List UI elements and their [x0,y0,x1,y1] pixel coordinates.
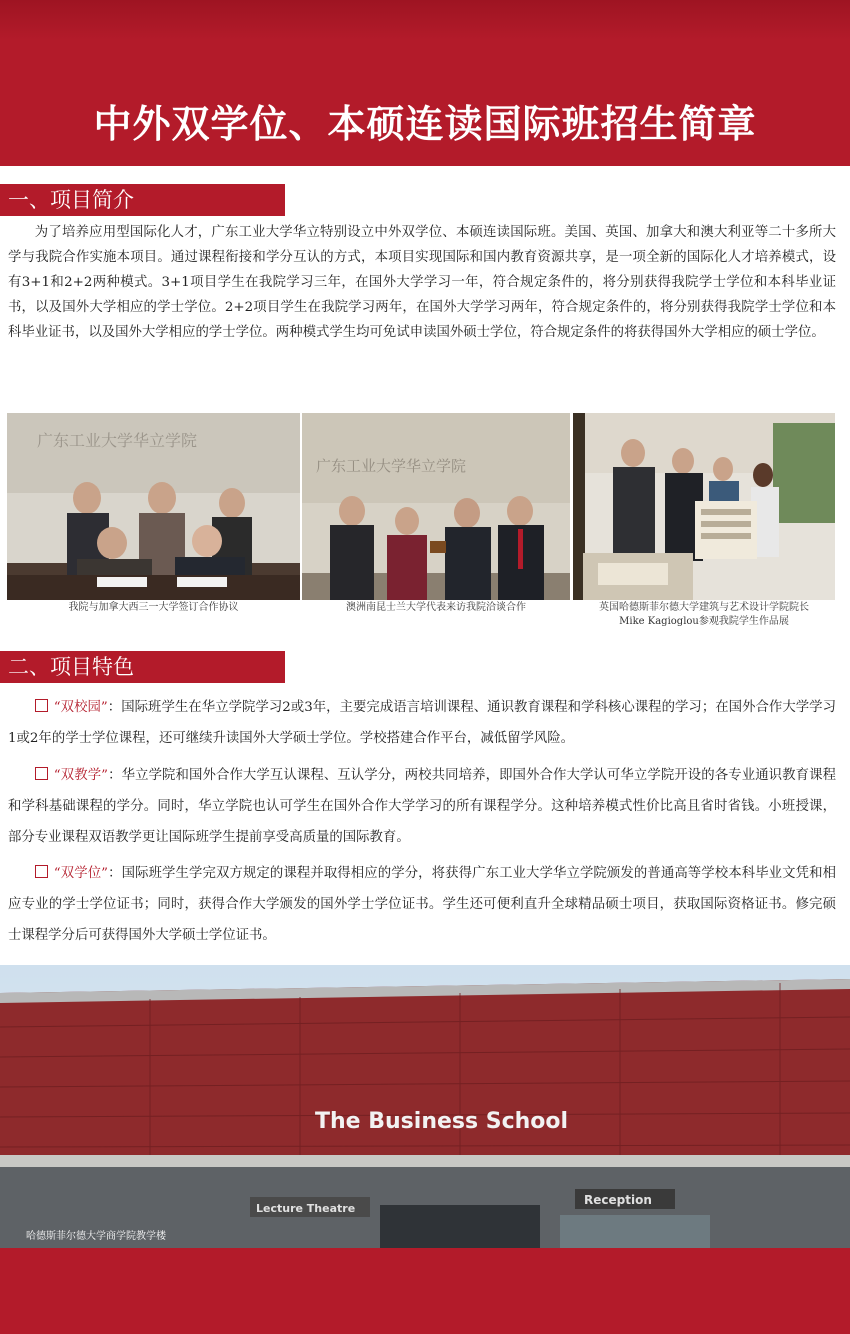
feature-dual-degree-text: ：国际班学生学完双方规定的课程并取得相应的学分，将获得广东工业大学华立学院颁发的普通高等学校本科毕业文凭和相应专业的学士学位证书；同时，获得合作大学颁发的国外学士学位证书。学生还可便利直升全球精品硕士项目，获取国际资格证书。修完硕士课程学分后可获得国外大学硕士学位证书。 [8,866,836,943]
footer-band [0,1248,850,1334]
feature-dual-campus [8,692,836,754]
feature-dual-campus-text: ：国际班学生在华立学院学习2或3年，主要完成语言培训课程、通识教育课程和学科核心课程的学习；在国外合作大学学习1或2年的学士学位课程，还可继续升读国外大学硕士学位。学校搭建合作平台，减低留学风险。 [8,700,836,746]
photo-signing-sign: 广东工业大学华立学院 [37,431,198,450]
intro-paragraph: 为了培养应用型国际化人才，广东工业大学华立特别设立中外双学位、本硕连读国际班。美国、英国、加拿大和澳大利亚等二十多所大学与我院合作实施本项目。通过课程衔接和学分互认的方式，本项目实现国际和国内教育资源共享，是一项全新的国际化人才培养模式，设有3+1和2+2两种模式。3+1项目学生在我院学习三年，在国外大学学习一年，符合规定条件的，将分别获得我院学士学位和本科毕业证书，以及国外大学相应的学士学位。2+2项目学生在我院学习两年，在国外大学学习两年，符合规定条件的，将分别获得我院学士学位和本科毕业证书，以及国外大学相应的学士学位。两种模式学生均可免试申读国外硕士学位，符合规定条件的将获得国外大学相应的硕士学位。 [8,225,836,340]
feature-dual-teaching-text: ：华立学院和国外合作大学互认课程、互认学分，两校共同培养，即国外合作大学认可华立学院开设的各专业通识教育课程和学科基础课程的学分。同时，华立学院也认可学生在国外合作大学学习的所有课程学分。这种培养模式性价比高且省时省钱。小班授课，部分专业课程双语教学更让国际班学生提前享受高质量的国际教育。 [8,768,836,845]
photo-delegation-caption: 澳洲南昆士兰大学代表来访我院洽谈合作 [346,602,526,613]
photo-exhibition [573,413,835,600]
feature-dual-teaching [8,760,836,853]
feature-dual-degree [8,858,836,951]
feature-dual-degree-key: “双学位” [53,866,109,881]
photo-delegation-image [302,413,570,600]
photo-business-school-caption: 哈德斯菲尔德大学商学院教学楼 [26,1231,166,1242]
photo-exhibition-image [573,413,835,600]
section-heading-features: 二、项目特色 [0,651,285,683]
photo-signing [7,413,300,600]
building-sign: The Business School [315,1109,569,1134]
photo-exhibition-caption-line2: Mike Kagioglou参观我院学生作品展 [619,616,789,627]
photo-delegation [302,413,570,600]
checkbox-icon [35,865,48,878]
checkbox-icon [35,767,48,780]
photo-signing-image [7,413,300,600]
section-heading-intro: 一、项目简介 [0,184,285,216]
feature-dual-campus-key: “双校园” [53,700,108,715]
sign-lecture-theatre: Lecture Theatre [256,1202,356,1215]
feature-dual-teaching-key: “双教学” [53,768,109,783]
checkbox-icon [35,699,48,712]
photo-business-school [0,965,850,1248]
photo-delegation-sign: 广东工业大学华立学院 [316,457,467,475]
page-title: 中外双学位、本硕连读国际班招生简章 [93,102,757,146]
sign-reception: Reception [584,1193,652,1207]
photo-signing-caption: 我院与加拿大西三一大学签订合作协议 [68,602,239,613]
intro-text [8,220,836,345]
photo-exhibition-caption-line1: 英国哈德斯菲尔德大学建筑与艺术设计学院院长 [599,602,809,613]
photo-exhibition-caption [573,601,835,629]
photo-business-school-image [0,965,850,1248]
